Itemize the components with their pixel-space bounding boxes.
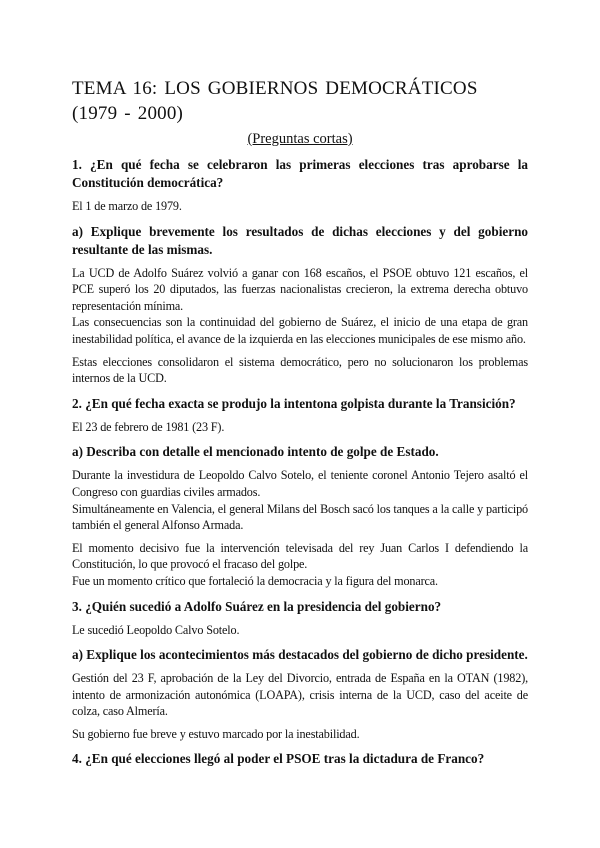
answer-3a-p2: Su gobierno fue breve y estuvo marcado por la inestabilidad. <box>72 726 360 741</box>
answer-2: El 23 de febrero de 1981 (23 F). <box>72 419 225 434</box>
page-title: TEMA 16: LOS GOBIERNOS DEMOCRÁTICOS (1979 - 2000) <box>72 78 478 124</box>
answer-3a-p1: Gestión del 23 F, aprobación de la Ley del Divorcio, entrada de España en la OTAN (1982), intento de armonización autonómica (LOAPA), crisis interna de la UCD, caso del aceite de colza, caso Almería. <box>72 671 528 719</box>
answer-1a-p3: Estas elecciones consolidaron el sistema democrático, pero no solucionaron los problemas internos de la UCD. <box>72 354 528 386</box>
question-3a: a) Explique los acontecimientos más destacados del gobierno de dicho presidente. <box>72 647 528 663</box>
document-content <box>72 76 528 774</box>
question-1a: a) Explique brevemente los resultados de dichas elecciones y del gobierno resultante de las mismas. <box>72 223 528 257</box>
answer-1: El 1 de marzo de 1979. <box>72 199 182 213</box>
question-3: 3. ¿Quién sucedió a Adolfo Suárez en la presidencia del gobierno? <box>72 598 442 614</box>
answer-1a-p1: La UCD de Adolfo Suárez volvió a ganar con 168 escaños, el PSOE obtuvo 121 escaños, el PCE superó los 20 diputados, las fuerzas nacionalistas crecieron, la extrema derecha obtuvo representación mínima. <box>72 265 528 313</box>
answer-2a-p1: Durante la investidura de Leopoldo Calvo Sotelo, el teniente coronel Antonio Tejero asaltó el Congreso con guardias civiles armados. <box>72 468 528 499</box>
question-2a: a) Describa con detalle el mencionado intento de golpe de Estado. <box>72 444 439 460</box>
answer-2a-p2: Simultáneamente en Valencia, el general Milans del Bosch sacó los tanques a la calle y participó también el general Alfonso Armada. <box>72 501 528 533</box>
answer-2a-p3: El momento decisivo fue la intervención televisada del rey Juan Carlos I defendiendo la Constitución, lo que provocó el fracaso del golpe. <box>72 540 528 572</box>
question-1: 1. ¿En qué fecha se celebraron las primeras elecciones tras aprobarse la Constitución democrática? <box>72 157 528 190</box>
answer-3: Le sucedió Leopoldo Calvo Sotelo. <box>72 622 240 637</box>
answer-2a-p4: Fue un momento crítico que fortaleció la democracia y la figura del monarca. <box>72 573 438 588</box>
question-4: 4. ¿En qué elecciones llegó al poder el PSOE tras la dictadura de Franco? <box>72 751 485 767</box>
page-subtitle: (Preguntas cortas) <box>247 131 353 147</box>
question-2: 2. ¿En qué fecha exacta se produjo la intentona golpista durante la Transición? <box>72 395 516 411</box>
answer-1a-p2: Las consecuencias son la continuidad del gobierno de Suárez, el inicio de una etapa de gran inestabilidad política, el avance de la izquierda en las elecciones municipales de ese mismo año. <box>72 315 528 346</box>
